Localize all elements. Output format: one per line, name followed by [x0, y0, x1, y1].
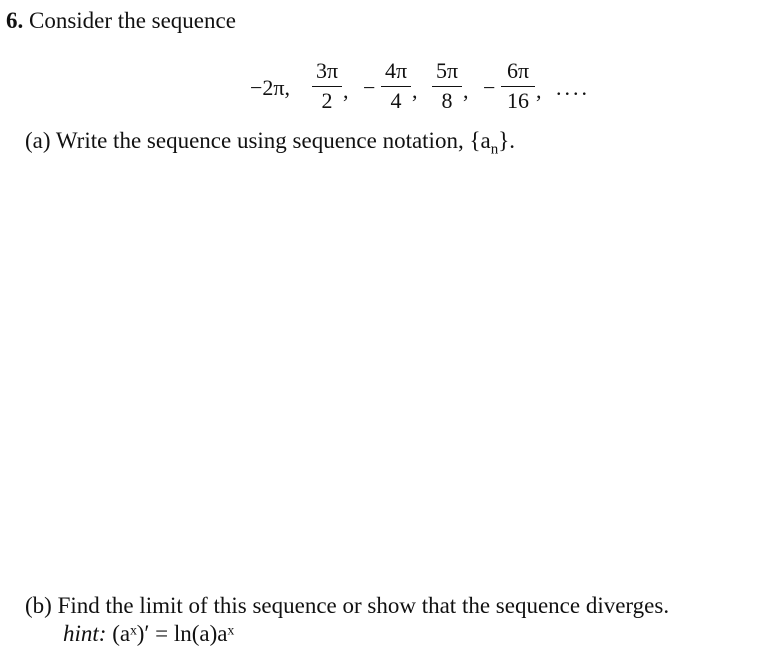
denominator: 2 [321, 88, 333, 113]
fraction [432, 58, 462, 114]
minus-sign: − [363, 75, 376, 100]
sequence-term-1: −2π, [250, 75, 291, 100]
sequence-ellipsis: .... [556, 75, 590, 100]
numerator: 3π [315, 58, 339, 83]
separator: , [536, 78, 542, 103]
part-b-label: (b) [25, 593, 52, 618]
separator: , [412, 78, 418, 103]
part-a-subscript: n [490, 141, 499, 158]
problem-heading [6, 8, 236, 34]
numerator: 6π [506, 58, 530, 83]
separator: , [343, 78, 349, 103]
numerator: 4π [384, 58, 408, 83]
part-b [25, 593, 669, 619]
problem-prompt: Consider the sequence [29, 8, 236, 33]
denominator: 16 [507, 88, 529, 113]
minus-sign: − [483, 75, 496, 100]
numerator: 5π [435, 58, 459, 83]
fraction [381, 58, 411, 114]
hint-formula: (aˣ)′ = ln(a)aˣ [112, 621, 235, 646]
denominator: 4 [390, 88, 402, 113]
part-a-text: Write the sequence using sequence notation, {a [55, 128, 491, 153]
hint-line [63, 621, 234, 647]
part-a-close: }. [498, 128, 515, 153]
separator: , [463, 78, 469, 103]
part-b-text: Find the limit of this sequence or show that the sequence diverges. [57, 593, 670, 618]
problem-number: 6. [6, 8, 24, 33]
denominator: 8 [441, 88, 453, 113]
part-a-label: (a) [25, 128, 51, 153]
fraction [501, 58, 535, 114]
fraction [312, 58, 342, 114]
hint-label: hint: [63, 621, 107, 646]
part-a [25, 128, 515, 159]
